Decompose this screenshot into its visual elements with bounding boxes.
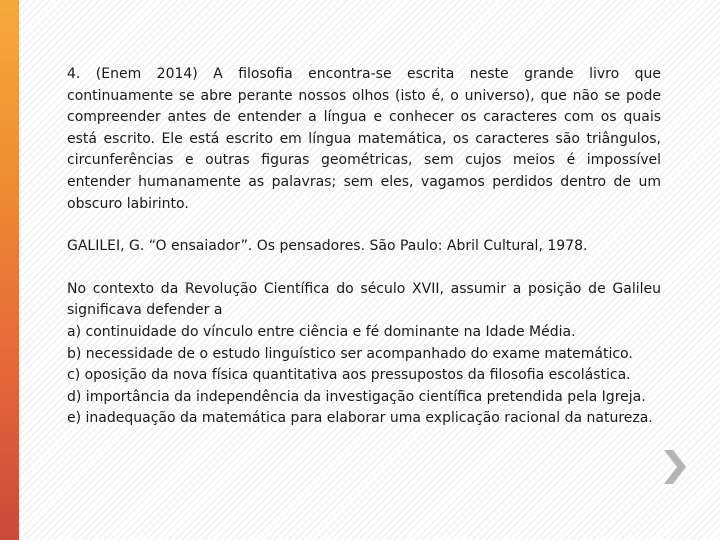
option-b: b) necessidade de o estudo linguístico ser acompanhado do exame matemático. xyxy=(67,345,633,362)
option-d: d) importância da independência da investigação científica pretendida pela Igreja. xyxy=(67,388,646,405)
question-prompt: No contexto da Revolução Científica do século XVII, assumir a posição de Galileu significava defender a xyxy=(67,280,661,319)
option-a: a) continuidade do vínculo entre ciência e fé dominante na Idade Média. xyxy=(67,323,576,340)
accent-side-bar xyxy=(0,0,19,540)
citation: GALILEI, G. “O ensaiador”. Os pensadores. São Paulo: Abril Cultural, 1978. xyxy=(67,238,588,255)
chevron-right-icon xyxy=(662,448,688,486)
slide-content xyxy=(67,64,661,430)
next-slide-button[interactable] xyxy=(662,448,688,486)
option-e: e) inadequação da matemática para elaborar uma explicação racional da natureza. xyxy=(67,410,653,427)
option-c: c) oposição da nova física quantitativa aos pressupostos da filosofia escolástica. xyxy=(67,367,631,384)
question-text: 4. (Enem 2014) A filosofia encontra-se escrita neste grande livro que continuamente se abre perante nossos olhos (isto é, o universo), que não se pode compreender antes de entender a língua e conhecer os caracteres com os quais está escrito. Ele está escrito em língua matemática, os caracteres são triângulos, circunferências e outras figuras geométricas, sem cujos meios é impossível entender humanamente as palavras; sem eles, vagamos perdidos dentro de um obscuro labirinto. xyxy=(67,66,661,212)
